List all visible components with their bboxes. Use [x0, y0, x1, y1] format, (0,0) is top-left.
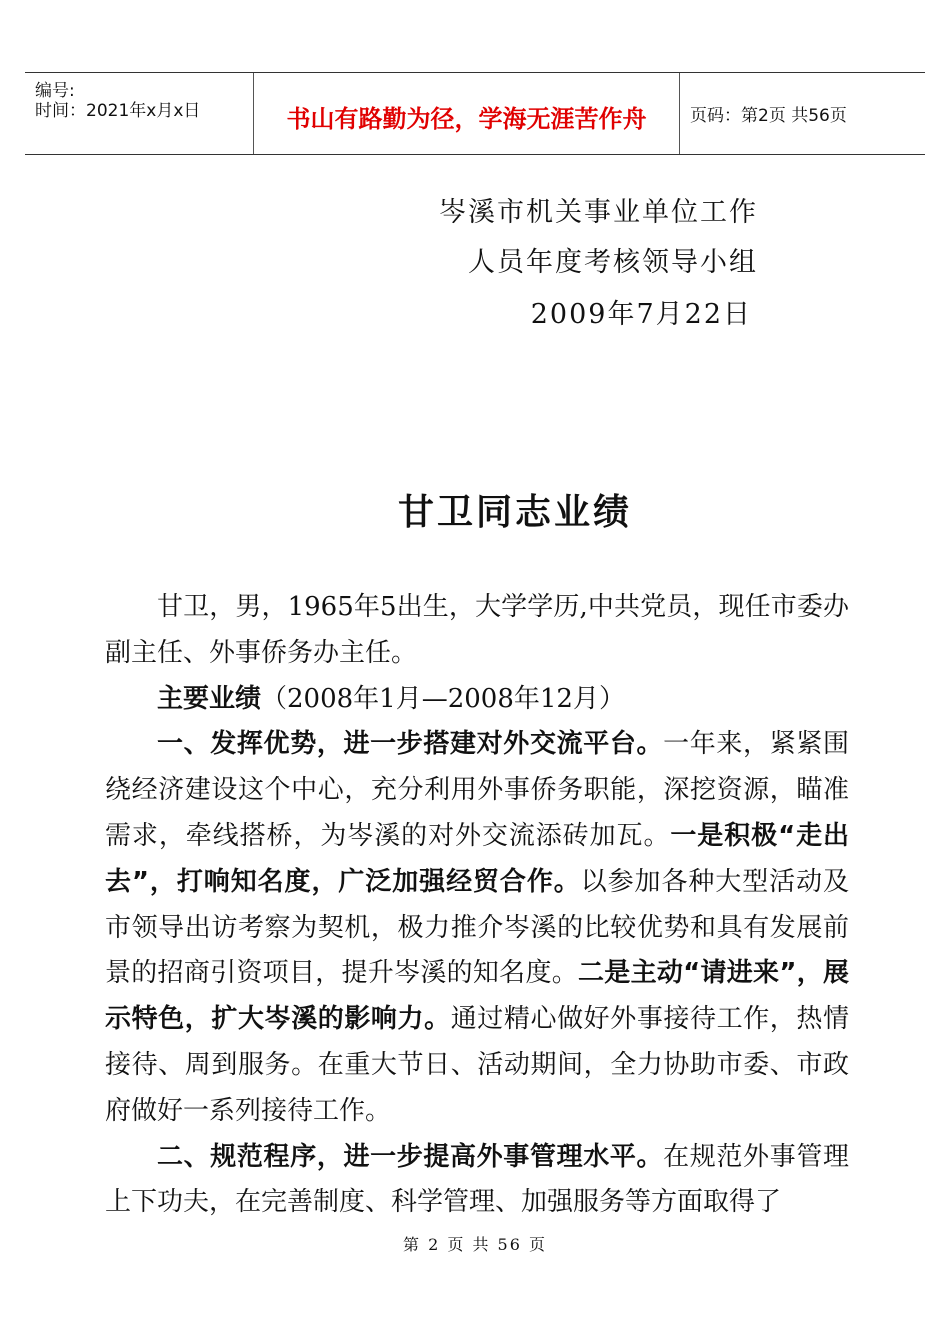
document-body — [105, 585, 849, 1226]
page-footer: 第 2 页 共 56 页 — [403, 1235, 547, 1254]
signature-line-2: 人员年度考核领导小组 — [468, 247, 758, 278]
achievements-period: （2008年1月—2008年12月） — [261, 683, 625, 714]
section-1-point-1: 一是积极“走出去”，打响知名度，广泛加强经贸合作。 — [105, 820, 849, 897]
page-info: 页码：第2页 共56页 — [690, 106, 847, 126]
section-1-point-2-text: 通过精心做好外事接待工作，热情接待、周到服务。在重大节日、活动期间，全力协助市委、市政府做好一系列接待工作。 — [105, 1004, 849, 1126]
section-2-heading: 二、规范程序，进一步提高外事管理水平。 — [157, 1141, 664, 1172]
signature-line-1: 岑溪市机关事业单位工作 — [439, 197, 758, 228]
section-1-point-2: 二是主动“请进来”，展示特色，扩大岑溪的影响力。 — [105, 958, 849, 1035]
section-1-point-1-text: 以参加各种大型活动及市领导出访考察为契机，极力推介岑溪的比较优势和具有发展前景的招商引资项目，提升岑溪的知名度。 — [105, 866, 849, 989]
section-2-paragraph — [105, 1135, 849, 1227]
achievements-heading-paragraph — [105, 677, 849, 723]
section-1-paragraph — [105, 722, 849, 1134]
motto: 书山有路勤为径，学海无涯苦作舟 — [254, 73, 680, 154]
achievements-heading: 主要业绩 — [157, 683, 262, 714]
header-meta-cell — [25, 73, 254, 154]
signature-date: 2009年7月22日 — [530, 299, 752, 330]
section-1-text: 一年来，紧紧围绕经济建设这个中心，充分利用外事侨务职能，深挖资源，瞄准需求，牵线搭桥，为岑溪的对外交流添砖加瓦。 — [105, 729, 849, 851]
document-title: 甘卫同志业绩 — [397, 492, 632, 533]
time-label: 时间：2021年x月x日 — [35, 101, 201, 121]
section-1-heading: 一、发挥优势，进一步搭建对外交流平台。 — [157, 729, 664, 760]
section-2-text: 在规范外事管理上下功夫，在完善制度、科学管理、加强服务等方面取得了 — [105, 1141, 849, 1218]
intro-paragraph: 甘卫，男，1965年5出生，大学学历,中共党员，现任市委办副主任、外事侨务办主任。 — [105, 592, 849, 668]
number-label: 编号: — [35, 81, 75, 101]
header-table — [25, 72, 925, 155]
